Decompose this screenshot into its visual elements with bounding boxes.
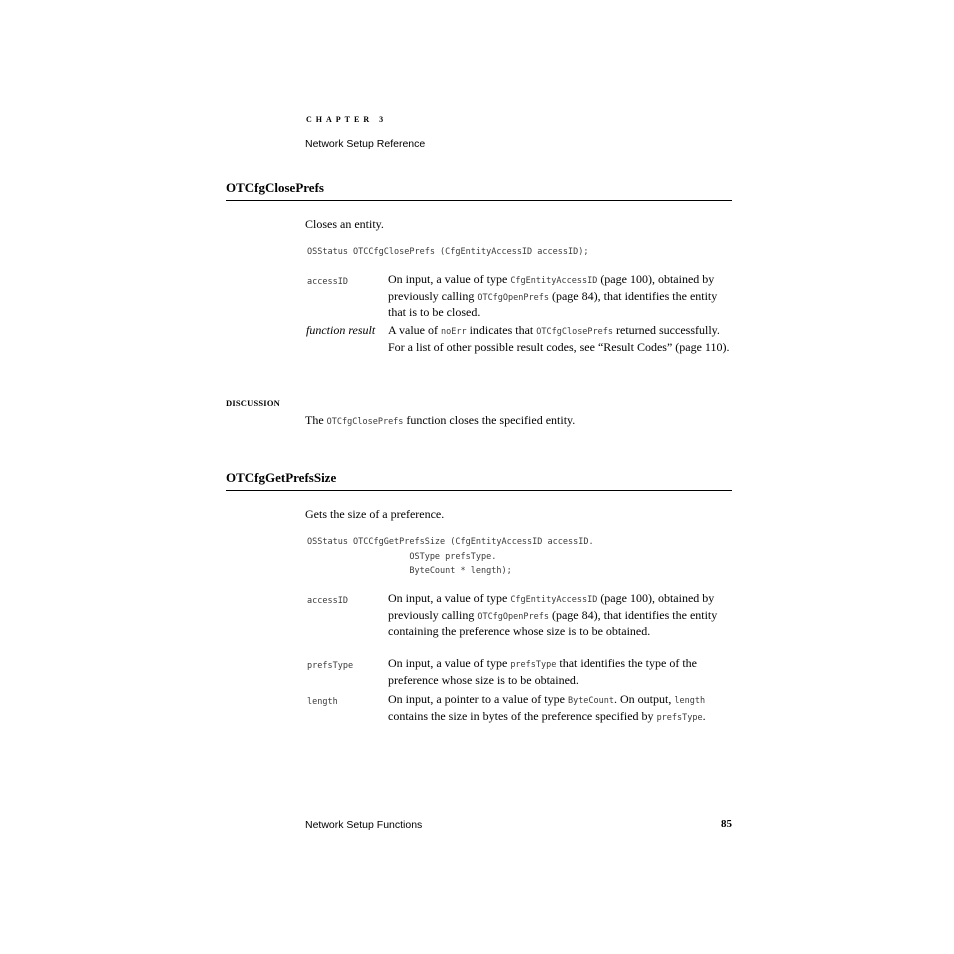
text-run: . [702, 708, 706, 723]
discussion-text [305, 413, 575, 430]
text-run: A value of [388, 323, 441, 337]
code-term: ByteCount [567, 696, 615, 706]
function-heading-close-prefs: OTCfgClosePrefs [226, 180, 732, 201]
text-run: . On output, [614, 692, 675, 706]
type-link[interactable]: CfgEntityAccessID [510, 276, 598, 286]
text-run: function closes the specified entity. [403, 413, 576, 427]
code-term: OTCfgClosePrefs [326, 417, 404, 427]
param-description [388, 272, 732, 320]
text-run: (page 84), that identifies the entity containing the preference whose size is to be obtained. [388, 607, 718, 639]
param-name: prefsType [307, 661, 354, 671]
param-name: accessID [307, 596, 348, 606]
param-name: length [307, 697, 338, 707]
param-description [388, 692, 732, 725]
type-link[interactable]: CfgEntityAccessID [510, 595, 598, 605]
function-summary: Closes an entity. [305, 217, 384, 231]
text-run: (page 100), obtained by previously calling [388, 272, 715, 303]
text-run: On input, a value of type [388, 591, 511, 605]
param-description [388, 591, 732, 639]
text-run: that identifies the type of the preference whose size is to be obtained. [388, 656, 697, 687]
function-heading-get-prefs-size: OTCfgGetPrefsSize [226, 470, 732, 491]
discussion-label: DISCUSSION [226, 398, 280, 408]
text-run: The [305, 413, 327, 427]
text-run: On input, a pointer to a value of type [388, 692, 568, 706]
function-declaration: OSStatus OTCCfgClosePrefs (CfgEntityAccessID accessID); [307, 247, 589, 257]
code-term: prefsType [656, 712, 703, 723]
text-run: On input, a value of type [388, 272, 511, 286]
declaration-line: ByteCount * length); [307, 566, 512, 576]
text-run: On input, a value of type [388, 656, 511, 670]
function-declaration [307, 535, 594, 579]
code-term: noErr [441, 327, 467, 337]
page-number: 85 [721, 818, 732, 830]
param-name: accessID [307, 277, 348, 287]
code-term: length [674, 696, 706, 706]
function-link[interactable]: OTCfgOpenPrefs [477, 611, 549, 622]
text-run: indicates that [466, 323, 537, 337]
text-run: (page 84), that identifies the entity that is to be closed. [388, 288, 718, 320]
code-term: OTCfgClosePrefs [536, 327, 614, 337]
function-link[interactable]: OTCfgOpenPrefs [477, 292, 549, 303]
chapter-label: CHAPTER 3 [306, 115, 388, 124]
text-run: contains the size in bytes of the preference specified by [388, 708, 657, 723]
declaration-line: OSStatus OTCCfgGetPrefsSize (CfgEntityAccessID accessID. [307, 537, 594, 547]
param-description [388, 323, 732, 354]
declaration-line: OSType prefsType. [307, 551, 497, 562]
function-summary: Gets the size of a preference. [305, 507, 445, 521]
param-name: function result [306, 323, 376, 337]
text-run: (page 100), obtained by previously calling [388, 591, 715, 622]
code-term: prefsType [510, 660, 557, 670]
running-title: Network Setup Reference [305, 138, 426, 150]
footer-section-title: Network Setup Functions [305, 819, 423, 831]
param-description [388, 656, 732, 687]
text-run: returned successfully. For a list of other possible result codes, see “Result Codes” (page 110). [388, 323, 730, 354]
